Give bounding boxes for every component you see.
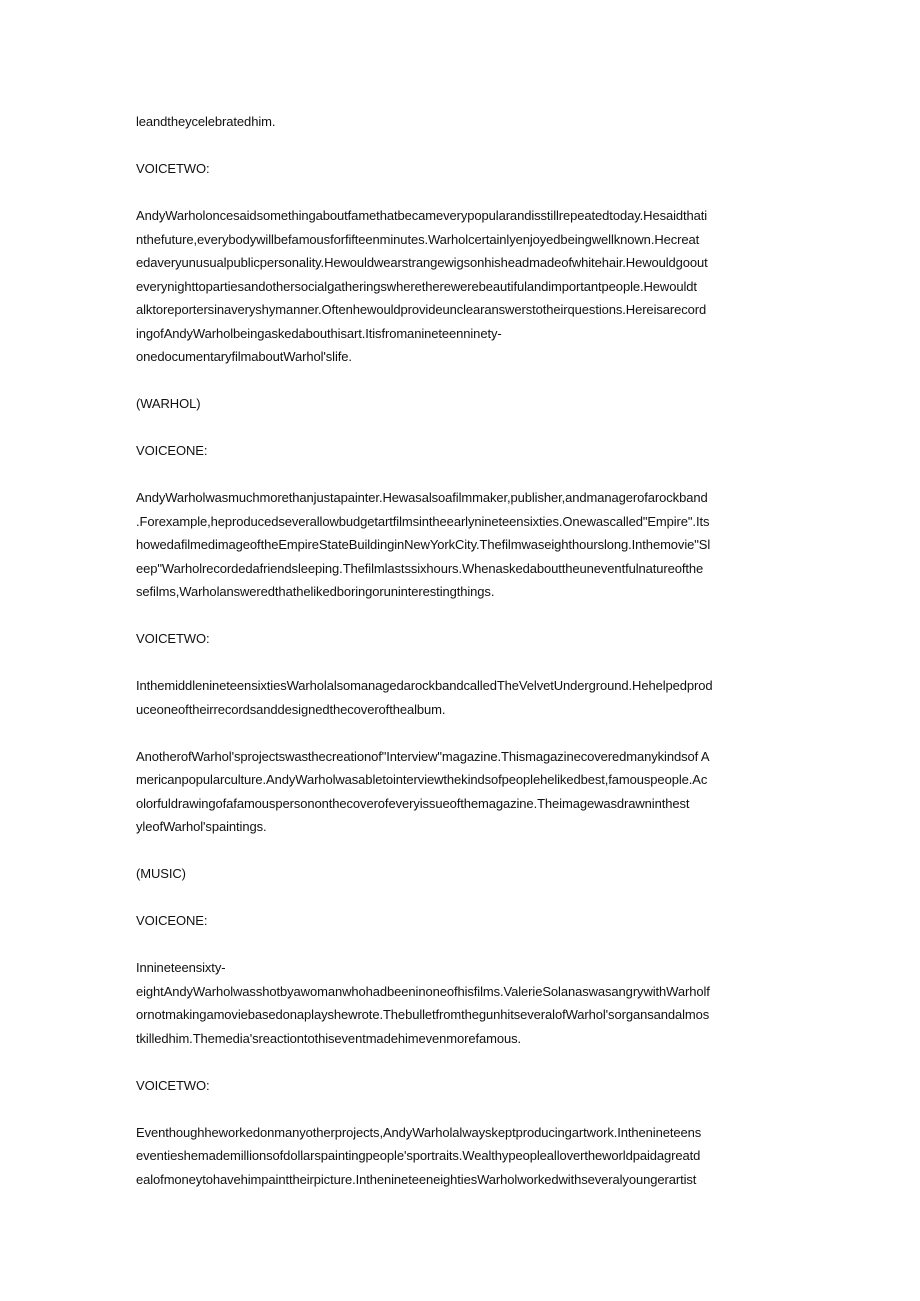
- text-line: olorfuldrawingofafamouspersononthecoverofeveryissueofthemagazine.Theimagewasdrawninthest: [136, 795, 690, 811]
- audio-cue: [136, 862, 786, 886]
- text-line: eightAndyWarholwasshotbyawomanwhohadbeeninoneofhisfilms.ValerieSolanaswasangrywithWarholf: [136, 983, 710, 999]
- speaker-label: [136, 157, 786, 181]
- text-line: ingofAndyWarholbeingaskedabouthisart.Itisfromanineteenninety-: [136, 325, 502, 341]
- text-line: nthefuture,everybodywillbefamousforfifteenminutes.Warholcertainlyenjoyedbeingwellknown.Hecreat: [136, 231, 700, 247]
- text-line: VOICETWO:: [136, 1077, 210, 1093]
- text-line: onedocumentaryfilmaboutWarhol'slife.: [136, 349, 352, 364]
- text-line: .Forexample,heproducedseverallowbudgetartfilmsintheearlynineteensixties.Onewascalled"Empire".Its: [136, 513, 710, 529]
- text-line: VOICEONE:: [136, 443, 208, 458]
- text-line: Eventhoughheworkedonmanyotherprojects,AndyWarholalwayskeptproducingartwork.Inthenineteens: [136, 1124, 702, 1140]
- text-line: InthemiddlenineteensixtiesWarholalsomanagedarockbandcalledTheVelvetUnderground.Hehelpedprod: [136, 678, 713, 693]
- text-line: tkilledhim.Themedia'sreactiontothiseventmadehimevenmorefamous.: [136, 1030, 522, 1046]
- text-line: sefilms,Warholansweredthathelikedboringoruninterestingthings.: [136, 584, 495, 599]
- paragraph: [136, 674, 786, 721]
- text-line: VOICETWO:: [136, 631, 210, 646]
- paragraph: [136, 486, 786, 604]
- speaker-label: [136, 909, 786, 933]
- text-line: AnotherofWarhol'sprojectswasthecreationof"Interview"magazine.Thismagazinecoveredmanykindsof A: [136, 748, 710, 764]
- text-line: ealofmoneytohavehimpainttheirpicture.InthenineteeneightiesWarholworkedwithseveralyoungerartist: [136, 1171, 697, 1187]
- text-line: (MUSIC): [136, 866, 186, 881]
- text-line: VOICETWO:: [136, 161, 210, 176]
- speaker-label: [136, 1074, 786, 1098]
- text-line: everynighttopartiesandothersocialgatheringswheretherewerebeautifulandimportantpeople.Hewouldt: [136, 278, 697, 294]
- text-line: eep"Warholrecordedafriendsleeping.Thefilmlastssixhours.Whenaskedabouttheuneventfulnatureofthe: [136, 560, 704, 576]
- text-line: edaveryunusualpublicpersonality.Hewouldwearstrangewigsonhisheadmadeofwhitehair.Hewouldgoout: [136, 255, 708, 270]
- paragraph: [136, 956, 786, 1050]
- text-line: mericanpopularculture.AndyWarholwasabletointerviewthekindsofpeoplehelikedbest,famouspeople.Ac: [136, 772, 708, 787]
- text-line: Innineteensixty-: [136, 960, 226, 975]
- text-line: ornotmakingamoviebasedonaplayshewrote.ThebulletfromthegunhitseveralofWarhol'sorgansandalmos: [136, 1007, 710, 1022]
- text-line: leandtheycelebratedhim.: [136, 114, 276, 129]
- text-line: howedafilmedimageoftheEmpireStateBuildinginNewYorkCity.Thefilmwaseighthourslong.Inthemovie"Sl: [136, 537, 711, 552]
- text-line: AndyWarholoncesaidsomethingaboutfamethatbecameverypopularandisstillrepeatedtoday.Hesaidthati: [136, 208, 708, 223]
- text-line: uceoneoftheirrecordsanddesignedthecoverofthealbum.: [136, 701, 446, 717]
- paragraph: [136, 1121, 786, 1192]
- text-line: yleofWarhol'spaintings.: [136, 819, 267, 834]
- text-line: VOICEONE:: [136, 913, 208, 928]
- paragraph: [136, 745, 786, 839]
- paragraph: [136, 110, 786, 134]
- speaker-label: [136, 627, 786, 651]
- speaker-label: [136, 439, 786, 463]
- text-line: AndyWarholwasmuchmorethanjustapainter.Hewasalsoafilmmaker,publisher,andmanagerofarockband: [136, 490, 708, 505]
- text-line: (WARHOL): [136, 396, 201, 411]
- text-line: alktoreportersinaveryshymanner.Oftenhewouldprovideunclearanswerstotheirquestions.Hereisarecord: [136, 302, 707, 317]
- audio-cue: [136, 392, 786, 416]
- paragraph: [136, 204, 786, 369]
- text-line: eventieshemademillionsofdollarspaintingpeople'sportraits.Wealthypeopleallovertheworldpaidagreatd: [136, 1148, 701, 1163]
- document-body: [136, 110, 786, 1215]
